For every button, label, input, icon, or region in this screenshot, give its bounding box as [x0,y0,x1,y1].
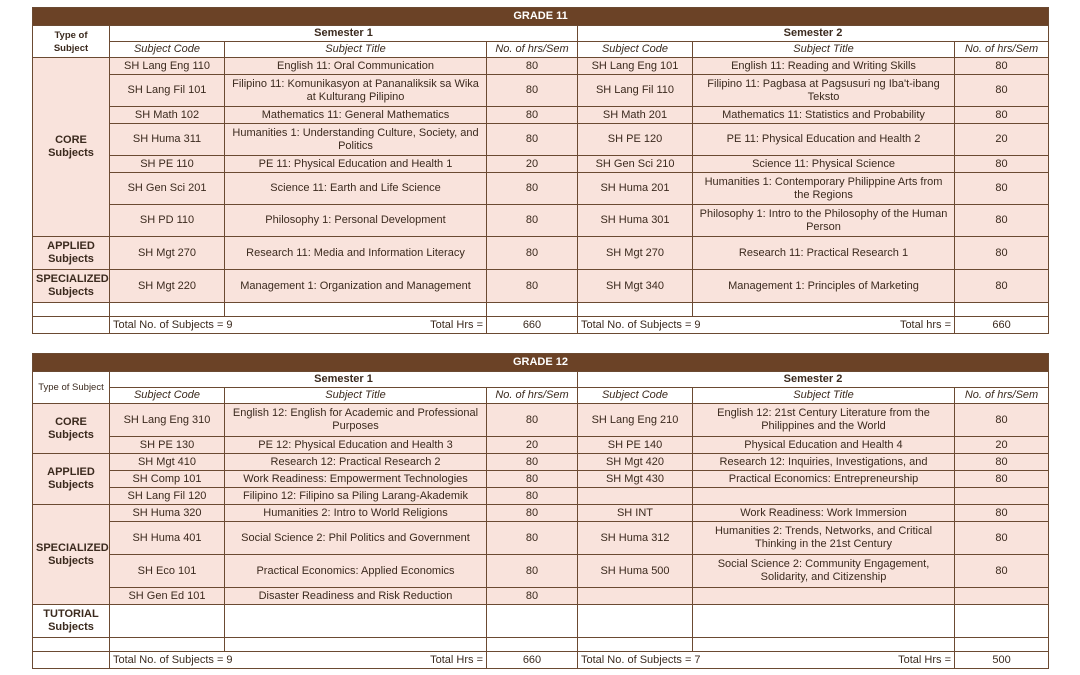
subject-row [33,156,1049,173]
subject-hours: 80 [955,173,1049,205]
subject-title-header: Subject Title [693,388,955,404]
subject-hours: 80 [955,205,1049,237]
subject-row [33,505,1049,522]
subject-row [33,173,1049,205]
subject-hours: 80 [487,173,578,205]
subject-title-header: Subject Title [225,388,487,404]
subject-hours: 80 [487,270,578,303]
subject-row [33,437,1049,454]
total-hours-value: 660 [487,317,578,334]
subject-hours: 80 [487,124,578,156]
subject-title: Practical Economics: Entrepreneurship [693,471,955,488]
subject-title [693,488,955,505]
subject-title: Humanities 1: Contemporary Philippine Arts from the Regions [693,173,955,205]
subject-row [33,270,1049,303]
subject-type-line: SPECIALIZED [36,273,109,285]
subject-row [33,75,1049,107]
subject-type-label [33,404,110,454]
subject-row [33,555,1049,588]
total-hours-value: 660 [955,317,1049,334]
subject-code: SH Mgt 430 [578,471,693,488]
subject-code: SH Lang Fil 120 [110,488,225,505]
subject-code: SH PD 110 [110,205,225,237]
subject-hours: 80 [955,522,1049,555]
subject-title: Disaster Readiness and Risk Reduction [225,588,487,605]
subject-title: PE 11: Physical Education and Health 2 [693,124,955,156]
subject-hours: 80 [955,555,1049,588]
subject-title: Research 12: Inquiries, Investigations, and [693,454,955,471]
subject-code: SH Gen Ed 101 [110,588,225,605]
subject-type-line: APPLIED [47,240,95,252]
hours-header: No. of hrs/Sem [487,42,578,58]
subject-title-header: Subject Title [225,42,487,58]
subject-title [693,588,955,605]
subject-code [578,588,693,605]
subject-row [33,471,1049,488]
blank-row [33,638,1049,652]
subject-title: Science 11: Earth and Life Science [225,173,487,205]
subject-hours: 20 [955,124,1049,156]
subject-code-header: Subject Code [578,388,693,404]
subject-title: Filipino 12: Filipino sa Piling Larang-Akademik [225,488,487,505]
subject-hours: 80 [955,237,1049,270]
subject-title: Philosophy 1: Personal Development [225,205,487,237]
subject-title: Mathematics 11: General Mathematics [225,107,487,124]
subject-type-label [33,270,110,303]
hours-header: No. of hrs/Sem [487,388,578,404]
subject-hours: 80 [487,107,578,124]
hours-header: No. of hrs/Sem [955,42,1049,58]
subject-code: SH Gen Sci 201 [110,173,225,205]
subject-title: English 11: Oral Communication [225,58,487,75]
subject-hours: 80 [487,237,578,270]
subject-row [33,488,1049,505]
total-hours-label: Total Hrs = [430,318,483,331]
subject-row [33,107,1049,124]
subject-code [578,605,693,638]
subject-title: Management 1: Principles of Marketing [693,270,955,303]
subject-title: English 11: Reading and Writing Skills [693,58,955,75]
subject-row [33,124,1049,156]
subject-hours: 80 [487,58,578,75]
subject-hours: 80 [487,471,578,488]
subject-type-label [33,454,110,505]
subject-row [33,588,1049,605]
total-subjects-label: Total No. of Subjects = 9 [113,318,233,331]
subject-code-header: Subject Code [110,42,225,58]
subject-code: SH Lang Eng 110 [110,58,225,75]
subject-code: SH Comp 101 [110,471,225,488]
subject-hours: 80 [955,270,1049,303]
subject-title-header: Subject Title [693,42,955,58]
grade-12-title: GRADE 12 [33,354,1049,372]
subject-code: SH PE 130 [110,437,225,454]
subject-code: SH INT [578,505,693,522]
subject-type-line: APPLIED [47,466,95,478]
subject-code: SH Lang Eng 310 [110,404,225,437]
semester-1-header: Semester 1 [110,372,578,388]
grade-11-table [32,7,1049,334]
subject-hours: 80 [955,404,1049,437]
subject-hours [955,605,1049,638]
subject-title: Science 11: Physical Science [693,156,955,173]
subject-row [33,58,1049,75]
subject-code: SH PE 110 [110,156,225,173]
subject-hours: 20 [487,156,578,173]
total-subjects-label: Total No. of Subjects = 9 [581,318,701,331]
subject-code: SH Mgt 270 [110,237,225,270]
subject-title: Filipino 11: Pagbasa at Pagsusuri ng Iba't-ibang Teksto [693,75,955,107]
total-subjects-label: Total No. of Subjects = 7 [581,653,701,666]
subject-title [693,605,955,638]
subject-title: Research 12: Practical Research 2 [225,454,487,471]
subject-hours: 80 [487,555,578,588]
subject-code-header: Subject Code [110,388,225,404]
subject-code-header: Subject Code [578,42,693,58]
subject-title: Mathematics 11: Statistics and Probability [693,107,955,124]
subject-row [33,605,1049,638]
subject-type-label [33,605,110,638]
subject-hours [487,605,578,638]
subject-code: SH Huma 311 [110,124,225,156]
subject-row [33,404,1049,437]
subject-title: PE 12: Physical Education and Health 3 [225,437,487,454]
subject-hours: 80 [955,454,1049,471]
subject-hours [955,588,1049,605]
subject-code: SH PE 120 [578,124,693,156]
subject-title: Humanities 2: Intro to World Religions [225,505,487,522]
subject-title: Work Readiness: Work Immersion [693,505,955,522]
total-subjects-label: Total No. of Subjects = 9 [113,653,233,666]
type-of-subject-header: Type of Subject [33,26,110,58]
total-hours-label: Total Hrs = [898,653,951,666]
type-of-subject-header: Type of Subject [33,372,110,404]
subject-code: SH Mgt 270 [578,237,693,270]
subject-title: English 12: English for Academic and Professional Purposes [225,404,487,437]
subject-type-label [33,505,110,605]
subject-hours: 80 [955,107,1049,124]
subject-row [33,237,1049,270]
subject-code: SH Math 102 [110,107,225,124]
subject-title: English 12: 21st Century Literature from the Philippines and the World [693,404,955,437]
subject-type-line: CORE Subjects [48,415,94,441]
subject-hours: 80 [487,205,578,237]
subject-title: Management 1: Organization and Management [225,270,487,303]
subject-code: SH Mgt 220 [110,270,225,303]
subject-code [578,488,693,505]
subject-type-label [33,237,110,270]
subject-code: SH Mgt 420 [578,454,693,471]
subject-type-line: TUTORIAL [43,608,99,620]
subject-hours: 80 [955,471,1049,488]
subject-title: Physical Education and Health 4 [693,437,955,454]
hours-header: No. of hrs/Sem [955,388,1049,404]
subject-code: SH Lang Eng 101 [578,58,693,75]
totals-row [33,652,1049,669]
subject-code: SH Huma 301 [578,205,693,237]
subject-title: Work Readiness: Empowerment Technologies [225,471,487,488]
subject-title: Humanities 1: Understanding Culture, Society, and Politics [225,124,487,156]
subject-code: SH Mgt 410 [110,454,225,471]
subject-code: SH Huma 312 [578,522,693,555]
grade-12-table [32,353,1049,669]
subject-row [33,522,1049,555]
subject-type-line: Subjects [48,286,94,298]
subject-title: Research 11: Media and Information Literacy [225,237,487,270]
subject-hours: 80 [487,488,578,505]
subject-hours: 20 [487,437,578,454]
subject-code: SH PE 140 [578,437,693,454]
subject-code: SH Huma 320 [110,505,225,522]
subject-title [225,605,487,638]
subject-title: Social Science 2: Phil Politics and Government [225,522,487,555]
total-hours-value: 660 [487,652,578,669]
subject-title: Philosophy 1: Intro to the Philosophy of the Human Person [693,205,955,237]
subject-title: Filipino 11: Komunikasyon at Pananaliksik sa Wika at Kulturang Pilipino [225,75,487,107]
total-hours-label: Total Hrs = [430,653,483,666]
subject-code [110,605,225,638]
subject-hours: 80 [955,156,1049,173]
grade-11-title: GRADE 11 [33,8,1049,26]
subject-code: SH Huma 401 [110,522,225,555]
total-hours-value: 500 [955,652,1049,669]
semester-1-header: Semester 1 [110,26,578,42]
subject-type-line: SPECIALIZED [36,541,109,554]
subject-code: SH Gen Sci 210 [578,156,693,173]
subject-code: SH Lang Eng 210 [578,404,693,437]
subject-row [33,454,1049,471]
subject-code: SH Huma 500 [578,555,693,588]
subject-title: Practical Economics: Applied Economics [225,555,487,588]
subject-type-line: Subjects [48,479,94,491]
subject-hours [955,488,1049,505]
subject-type-line: Subjects [48,621,94,633]
subject-row [33,205,1049,237]
subject-hours: 80 [487,505,578,522]
subject-type-line: CORE Subjects [48,134,94,159]
subject-code: SH Eco 101 [110,555,225,588]
subject-hours: 80 [487,454,578,471]
grade-12-body [33,404,1049,638]
subject-title: Social Science 2: Community Engagement, Solidarity, and Citizenship [693,555,955,588]
subject-hours: 80 [955,75,1049,107]
total-hours-label: Total hrs = [899,318,951,331]
subject-code: SH Math 201 [578,107,693,124]
subject-title: Research 11: Practical Research 1 [693,237,955,270]
semester-2-header: Semester 2 [578,26,1049,42]
subject-code: SH Lang Fil 110 [578,75,693,107]
subject-code: SH Huma 201 [578,173,693,205]
subject-title: PE 11: Physical Education and Health 1 [225,156,487,173]
subject-code: SH Mgt 340 [578,270,693,303]
subject-hours: 80 [487,75,578,107]
blank-row [33,303,1049,317]
subject-title: Humanities 2: Trends, Networks, and Critical Thinking in the 21st Century [693,522,955,555]
subject-type-line: Subjects [48,554,94,567]
subject-type-line: Subjects [48,253,94,265]
totals-row [33,317,1049,334]
subject-hours: 80 [487,522,578,555]
subject-hours: 80 [955,505,1049,522]
subject-hours: 80 [487,404,578,437]
subject-code: SH Lang Fil 101 [110,75,225,107]
subject-type-label [33,58,110,237]
semester-2-header: Semester 2 [578,372,1049,388]
subject-hours: 20 [955,437,1049,454]
subject-hours: 80 [955,58,1049,75]
grade-11-body [33,58,1049,303]
subject-hours: 80 [487,588,578,605]
